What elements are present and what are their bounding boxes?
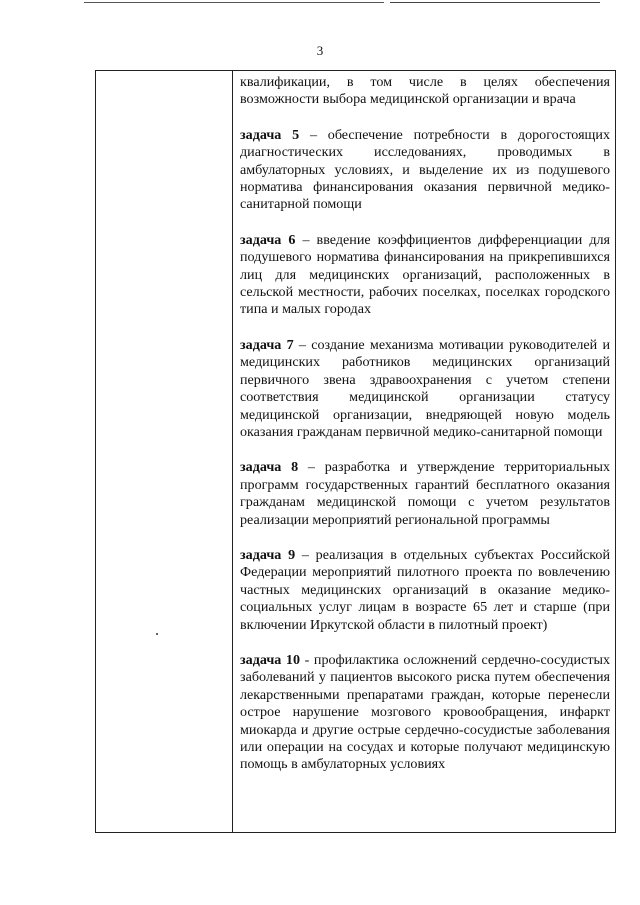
task-5-text: – обеспечение потребности в дорогостоящих диагностических исследованиях, проводимых в амбулаторных условиях, и выделение их из подушевого норматива финансирования оказания первичной медико-санитарной помощи xyxy=(240,126,610,213)
task-7-paragraph xyxy=(240,337,610,441)
task-6-paragraph xyxy=(240,232,610,319)
task-10-paragraph xyxy=(240,652,610,774)
task-8-label: задача 8 xyxy=(240,459,299,476)
task-5-paragraph xyxy=(240,127,610,214)
task-6-text: – введение коэффициентов дифференциации для подушевого норматива финансирования на прикрепившихся лиц для медицинских организаций, расположенных в сельской местности, рабочих поселках, поселках городского типа и малых городах xyxy=(240,231,610,318)
task-7-text: – создание механизма мотивации руководителей и медицинских работников медицинских организаций первичного звена здравоохранения с учетом степени соответствия медицинской организации статусу медицинской организации, внедряющей новую модель оказания гражданам первичной медико-санитарной помощи xyxy=(240,336,611,440)
task-7-label: задача 7 xyxy=(240,336,294,353)
table-right-cell xyxy=(240,70,610,774)
task-9-paragraph xyxy=(240,547,610,634)
page-number: 3 xyxy=(316,43,324,58)
task-6-label: задача 6 xyxy=(240,231,296,248)
column-divider xyxy=(232,70,233,833)
top-rule-left xyxy=(84,2,384,3)
task-9-label: задача 9 xyxy=(240,546,296,563)
task-5-label: задача 5 xyxy=(240,126,300,143)
intro-paragraph: квалификации, в том числе в целях обеспечения возможности выбора медицинской организации и врача xyxy=(240,74,610,108)
task-9-text: – реализация в отдельных субъектах Российской Федерации мероприятий пилотного проекта по вовлечению частных медицинских организаций в оказание медико-социальных услуг лицам в возрасте 65 лет и старше (при включении Иркутской области в пилотный проект) xyxy=(240,546,610,633)
task-10-text: - профилактика осложнений сердечно-сосудистых заболеваний у пациентов высокого риска путем обеспечения лекарственными препаратами граждан, которые перенесли острое нарушение мозгового кровообращения, инфаркт миокарда и другие острые сердечно-сосудистые заболевания или операции на сосудах и которые получают медицинскую помощь в амбулаторных условиях xyxy=(240,651,611,773)
task-8-text: – разработка и утверждение территориальных программ государственных гарантий бесплатного оказания гражданам медицинской помощи с учетом результатов реализации мероприятий региональной программы xyxy=(240,459,610,528)
task-8-paragraph xyxy=(240,459,610,529)
stray-mark xyxy=(156,633,158,635)
task-10-label: задача 10 xyxy=(240,651,301,668)
top-rule-right xyxy=(390,2,600,3)
